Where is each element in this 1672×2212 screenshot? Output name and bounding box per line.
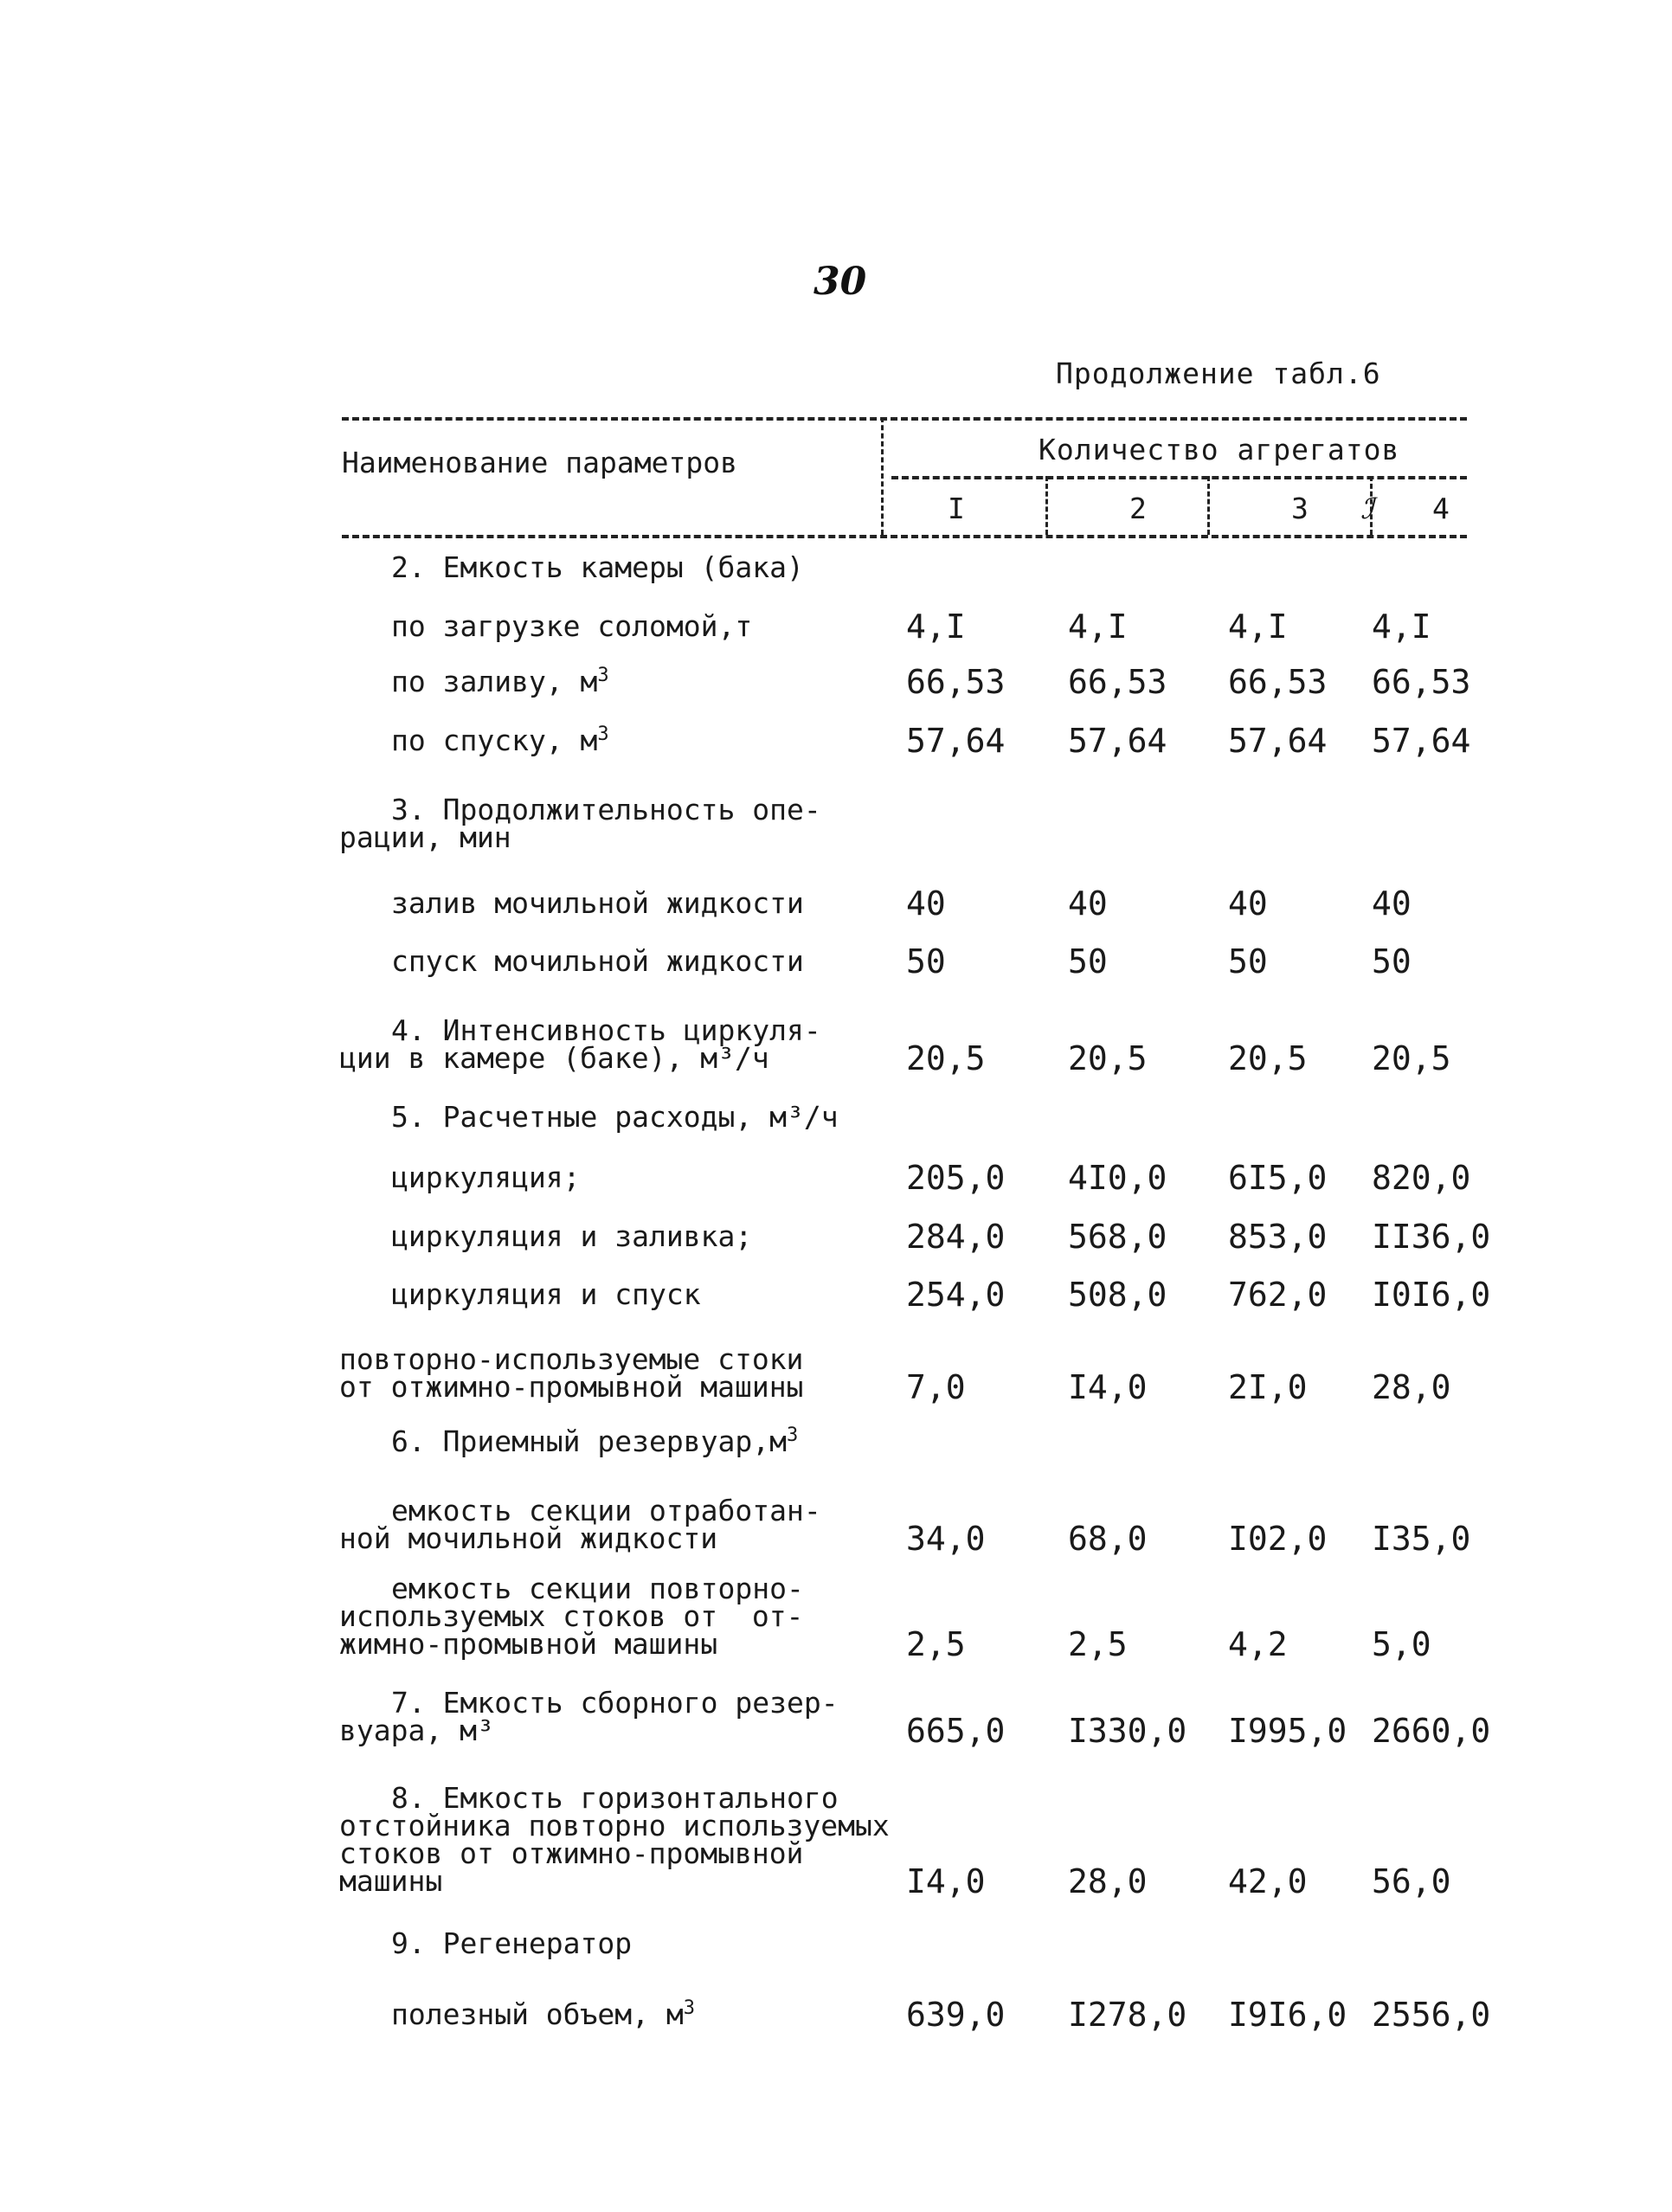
column-divider-2 (1207, 476, 1210, 535)
cell-col-3: 40 (1228, 884, 1268, 923)
row-label: полезный объем, $м^3$ (391, 1997, 696, 2031)
row-label: 8. Емкость горизонтального отстойника повторно используемых стоков от отжимно-промывной машины (339, 1781, 890, 1898)
cell-col-3: 4,2 (1228, 1625, 1288, 1663)
cell-col-2: 4,I (1068, 608, 1128, 646)
cell-col-1: 254,0 (906, 1276, 1006, 1314)
row-label: циркуляция; (391, 1161, 581, 1194)
cell-col-4: 50 (1372, 942, 1412, 981)
column-head-4: 4 (1432, 492, 1450, 525)
cell-col-3: I9I6,0 (1228, 1996, 1347, 2034)
cell-col-1: 40 (906, 884, 946, 923)
column-divider-1 (1045, 476, 1048, 535)
cell-col-1: 665,0 (906, 1712, 1006, 1750)
row-label: 6. Приемный $резервуар,м^3$ (391, 1424, 799, 1458)
cell-col-4: 820,0 (1372, 1159, 1471, 1197)
cell-col-4: 5,0 (1372, 1625, 1431, 1663)
row-label: емкость секции повторно- используемых стоков от от- жимно-промывной машины (339, 1572, 804, 1661)
page-number: 30 (813, 260, 867, 304)
cell-col-3: 2I,0 (1228, 1368, 1308, 1406)
cell-col-1: 2,5 (906, 1625, 966, 1663)
cell-col-1: 639,0 (906, 1996, 1006, 2034)
row-label: 9. Регенератор (391, 1926, 633, 1960)
cell-col-1: I4,0 (906, 1862, 986, 1900)
cell-col-1: 50 (906, 942, 946, 981)
cell-col-1: 20,5 (906, 1039, 986, 1077)
cell-col-3: 853,0 (1228, 1218, 1328, 1256)
row-label: 7. Емкость сборного резер- вуара, м³ (339, 1686, 839, 1747)
cell-col-3: 6I5,0 (1228, 1159, 1328, 1197)
row-label: 3. Продолжительность опе- рации, мин (339, 793, 821, 854)
row-label: 2. Емкость камеры (бака) (391, 550, 804, 584)
row-label: по спуску, $м^3$ (391, 723, 609, 757)
cell-col-3: 42,0 (1228, 1862, 1308, 1900)
cell-col-4: II36,0 (1372, 1218, 1491, 1256)
cell-col-4: 4,I (1372, 608, 1431, 646)
cell-col-2: 20,5 (1068, 1039, 1148, 1077)
table-subheader-rule (891, 476, 1467, 479)
cell-col-4: 2556,0 (1372, 1996, 1491, 2034)
cell-col-1: 34,0 (906, 1520, 986, 1558)
row-label: 5. Расчетные расходы, м³/ч (391, 1100, 839, 1134)
row-label: спуск мочильной жидкости (391, 944, 804, 978)
header-divider (881, 417, 884, 535)
row-label: по заливу, $м^3$ (391, 665, 609, 698)
cell-col-2: 40 (1068, 884, 1108, 923)
row-label: повторно-используемые стоки от отжимно-промывной машины (339, 1342, 804, 1404)
cell-col-2: 50 (1068, 942, 1108, 981)
cell-col-2: 57,64 (1068, 722, 1167, 760)
cell-col-4: 57,64 (1372, 722, 1471, 760)
row-label: залив мочильной жидкости (391, 886, 804, 920)
cell-col-3: 20,5 (1228, 1039, 1308, 1077)
cell-col-2: 28,0 (1068, 1862, 1148, 1900)
row-label: циркуляция и спуск (391, 1277, 701, 1311)
cell-col-1: 4,I (906, 608, 966, 646)
cell-col-2: I330,0 (1068, 1712, 1187, 1750)
table-top-rule (342, 417, 1467, 421)
cell-col-3: I02,0 (1228, 1520, 1328, 1558)
cell-col-3: 50 (1228, 942, 1268, 981)
row-label: емкость секции отработан- ной мочильной жидкости (339, 1494, 821, 1555)
row-label: 4. Интенсивность циркуля- ции в камере (баке), м³/ч (339, 1013, 821, 1075)
table-header-rule (342, 535, 1467, 538)
cell-col-4: I0I6,0 (1372, 1276, 1491, 1314)
row-label: по загрузке соломой,т (391, 609, 753, 643)
cell-col-2: 68,0 (1068, 1520, 1148, 1558)
header-quantity-label: Количество агрегатов (1039, 433, 1400, 466)
cell-col-2: 4I0,0 (1068, 1159, 1167, 1197)
table-caption: Продолжение табл.6 (1056, 357, 1381, 390)
column-head-1: I (948, 492, 965, 525)
cell-col-3: I995,0 (1228, 1712, 1347, 1750)
cell-col-1: 57,64 (906, 722, 1006, 760)
cell-col-4: 20,5 (1372, 1039, 1451, 1077)
margin-mark: ℐ (1360, 492, 1374, 525)
cell-col-4: 66,53 (1372, 663, 1471, 701)
cell-col-2: 2,5 (1068, 1625, 1128, 1663)
row-label: циркуляция и заливка; (391, 1219, 753, 1253)
cell-col-1: 7,0 (906, 1368, 966, 1406)
cell-col-3: 4,I (1228, 608, 1288, 646)
cell-col-2: 508,0 (1068, 1276, 1167, 1314)
column-head-2: 2 (1129, 492, 1147, 525)
cell-col-4: 56,0 (1372, 1862, 1451, 1900)
cell-col-4: 2660,0 (1372, 1712, 1491, 1750)
cell-col-1: 284,0 (906, 1218, 1006, 1256)
cell-col-4: 28,0 (1372, 1368, 1451, 1406)
cell-col-1: 205,0 (906, 1159, 1006, 1197)
column-head-3: 3 (1291, 492, 1309, 525)
cell-col-3: 57,64 (1228, 722, 1328, 760)
cell-col-2: 568,0 (1068, 1218, 1167, 1256)
cell-col-2: 66,53 (1068, 663, 1167, 701)
cell-col-3: 762,0 (1228, 1276, 1328, 1314)
cell-col-1: 66,53 (906, 663, 1006, 701)
cell-col-4: I35,0 (1372, 1520, 1471, 1558)
cell-col-2: I4,0 (1068, 1368, 1148, 1406)
cell-col-2: I278,0 (1068, 1996, 1187, 2034)
cell-col-3: 66,53 (1228, 663, 1328, 701)
header-params-label: Наименование параметров (342, 446, 737, 479)
cell-col-4: 40 (1372, 884, 1412, 923)
